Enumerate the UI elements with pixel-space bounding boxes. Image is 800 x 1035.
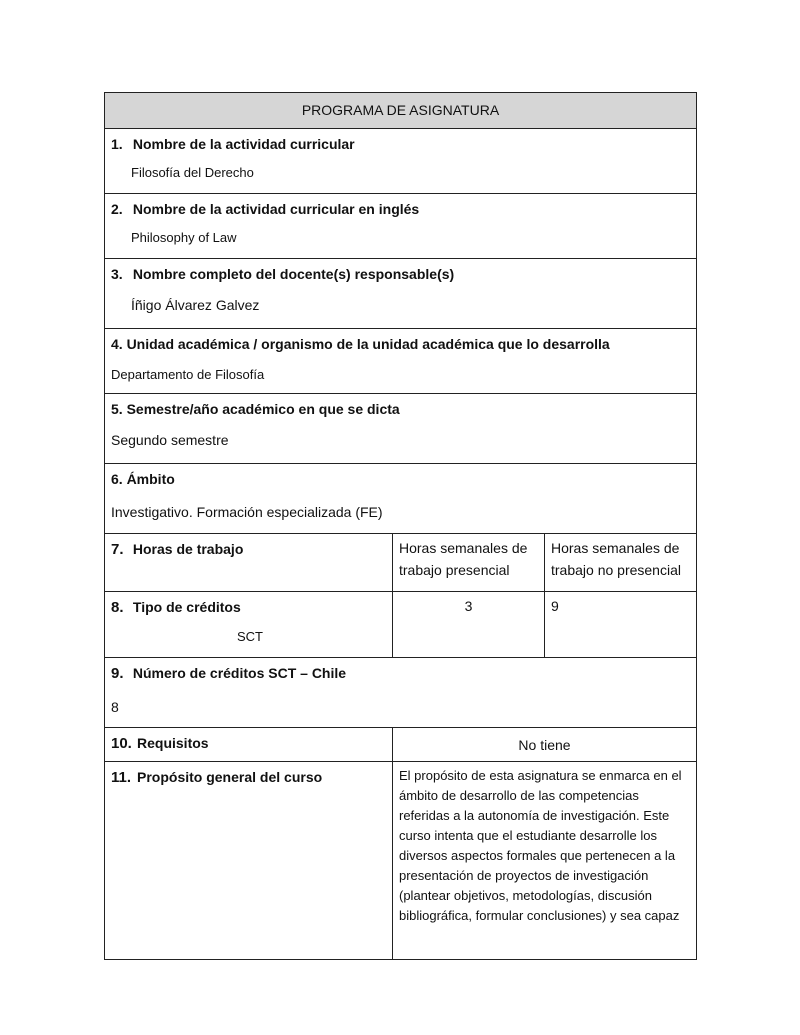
section-course-name-english [105, 194, 697, 259]
section-number: 8. [111, 599, 124, 616]
section-instructor [105, 259, 697, 329]
section-title: 6. Ámbito [111, 471, 175, 487]
section-credit-type [105, 592, 393, 658]
section-title: Número de créditos SCT – Chile [132, 665, 347, 681]
section-number: 1. [111, 136, 123, 152]
section-number: 11. [111, 769, 132, 786]
requirements-value: No tiene [518, 737, 571, 753]
section-title: Tipo de créditos [132, 599, 241, 615]
hours-presential-cell [393, 592, 545, 658]
section-title: 4. Unidad académica / organismo de la unidad académica que lo desarrolla [111, 336, 610, 352]
section-title: 5. Semestre/año académico en que se dicta [111, 401, 400, 417]
section-title: Nombre de la actividad curricular en inglés [132, 201, 420, 217]
section-work-hours [105, 534, 393, 592]
purpose-cell [393, 762, 697, 960]
section-scope [105, 464, 697, 534]
program-table [104, 92, 697, 960]
section-credits [105, 658, 697, 728]
section-title: Propósito general del curso [137, 769, 323, 785]
course-name-english-value: Philosophy of Law [131, 230, 237, 245]
section-course-name [105, 129, 697, 194]
hours-non-presential-header [545, 534, 697, 592]
section-title: Requisitos [137, 735, 209, 751]
scope-value: Investigativo. Formación especializada (FE) [111, 504, 383, 520]
requirements-cell [393, 728, 697, 762]
section-number: 7. [111, 541, 124, 558]
program-document [104, 92, 696, 960]
course-name-value: Filosofía del Derecho [131, 165, 254, 180]
hours-presential-value: 3 [464, 598, 473, 614]
purpose-value: El propósito de esta asignatura se enmarca en el ámbito de desarrollo de las competencias referidas a la autonomía de investigación. Este curso intenta que el estudiante desarrolle los diversos aspectos formales que pertenecen a la presentación de proyectos de investigación (plantear objetivos, metodologías, discusión bibliográfica, formular conclusiones) y sea capaz [399, 768, 682, 923]
section-number: 2. [111, 201, 123, 217]
semester-value: Segundo semestre [111, 432, 229, 448]
section-purpose [105, 762, 393, 960]
hours-non-presential-value: 9 [551, 598, 559, 614]
hours-presential-label: Horas semanales de trabajo presencial [399, 540, 528, 578]
credits-value: 8 [111, 699, 119, 715]
hours-non-presential-label: Horas semanales de trabajo no presencial [551, 540, 681, 578]
section-title: Nombre completo del docente(s) responsable(s) [132, 266, 455, 282]
section-title: Nombre de la actividad curricular [132, 136, 355, 152]
section-number: 3. [111, 266, 123, 282]
credit-type-value: SCT [237, 629, 263, 644]
academic-unit-value: Departamento de Filosofía [111, 367, 265, 382]
section-requirements [105, 728, 393, 762]
program-header: PROGRAMA DE ASIGNATURA [105, 93, 697, 129]
section-number: 9. [111, 665, 124, 682]
hours-presential-header [393, 534, 545, 592]
section-title: Horas de trabajo [132, 541, 244, 557]
section-academic-unit [105, 329, 697, 394]
instructor-value: Íñigo Álvarez Galvez [131, 297, 260, 313]
hours-non-presential-cell [545, 592, 697, 658]
section-semester [105, 394, 697, 464]
section-number: 10. [111, 735, 132, 752]
